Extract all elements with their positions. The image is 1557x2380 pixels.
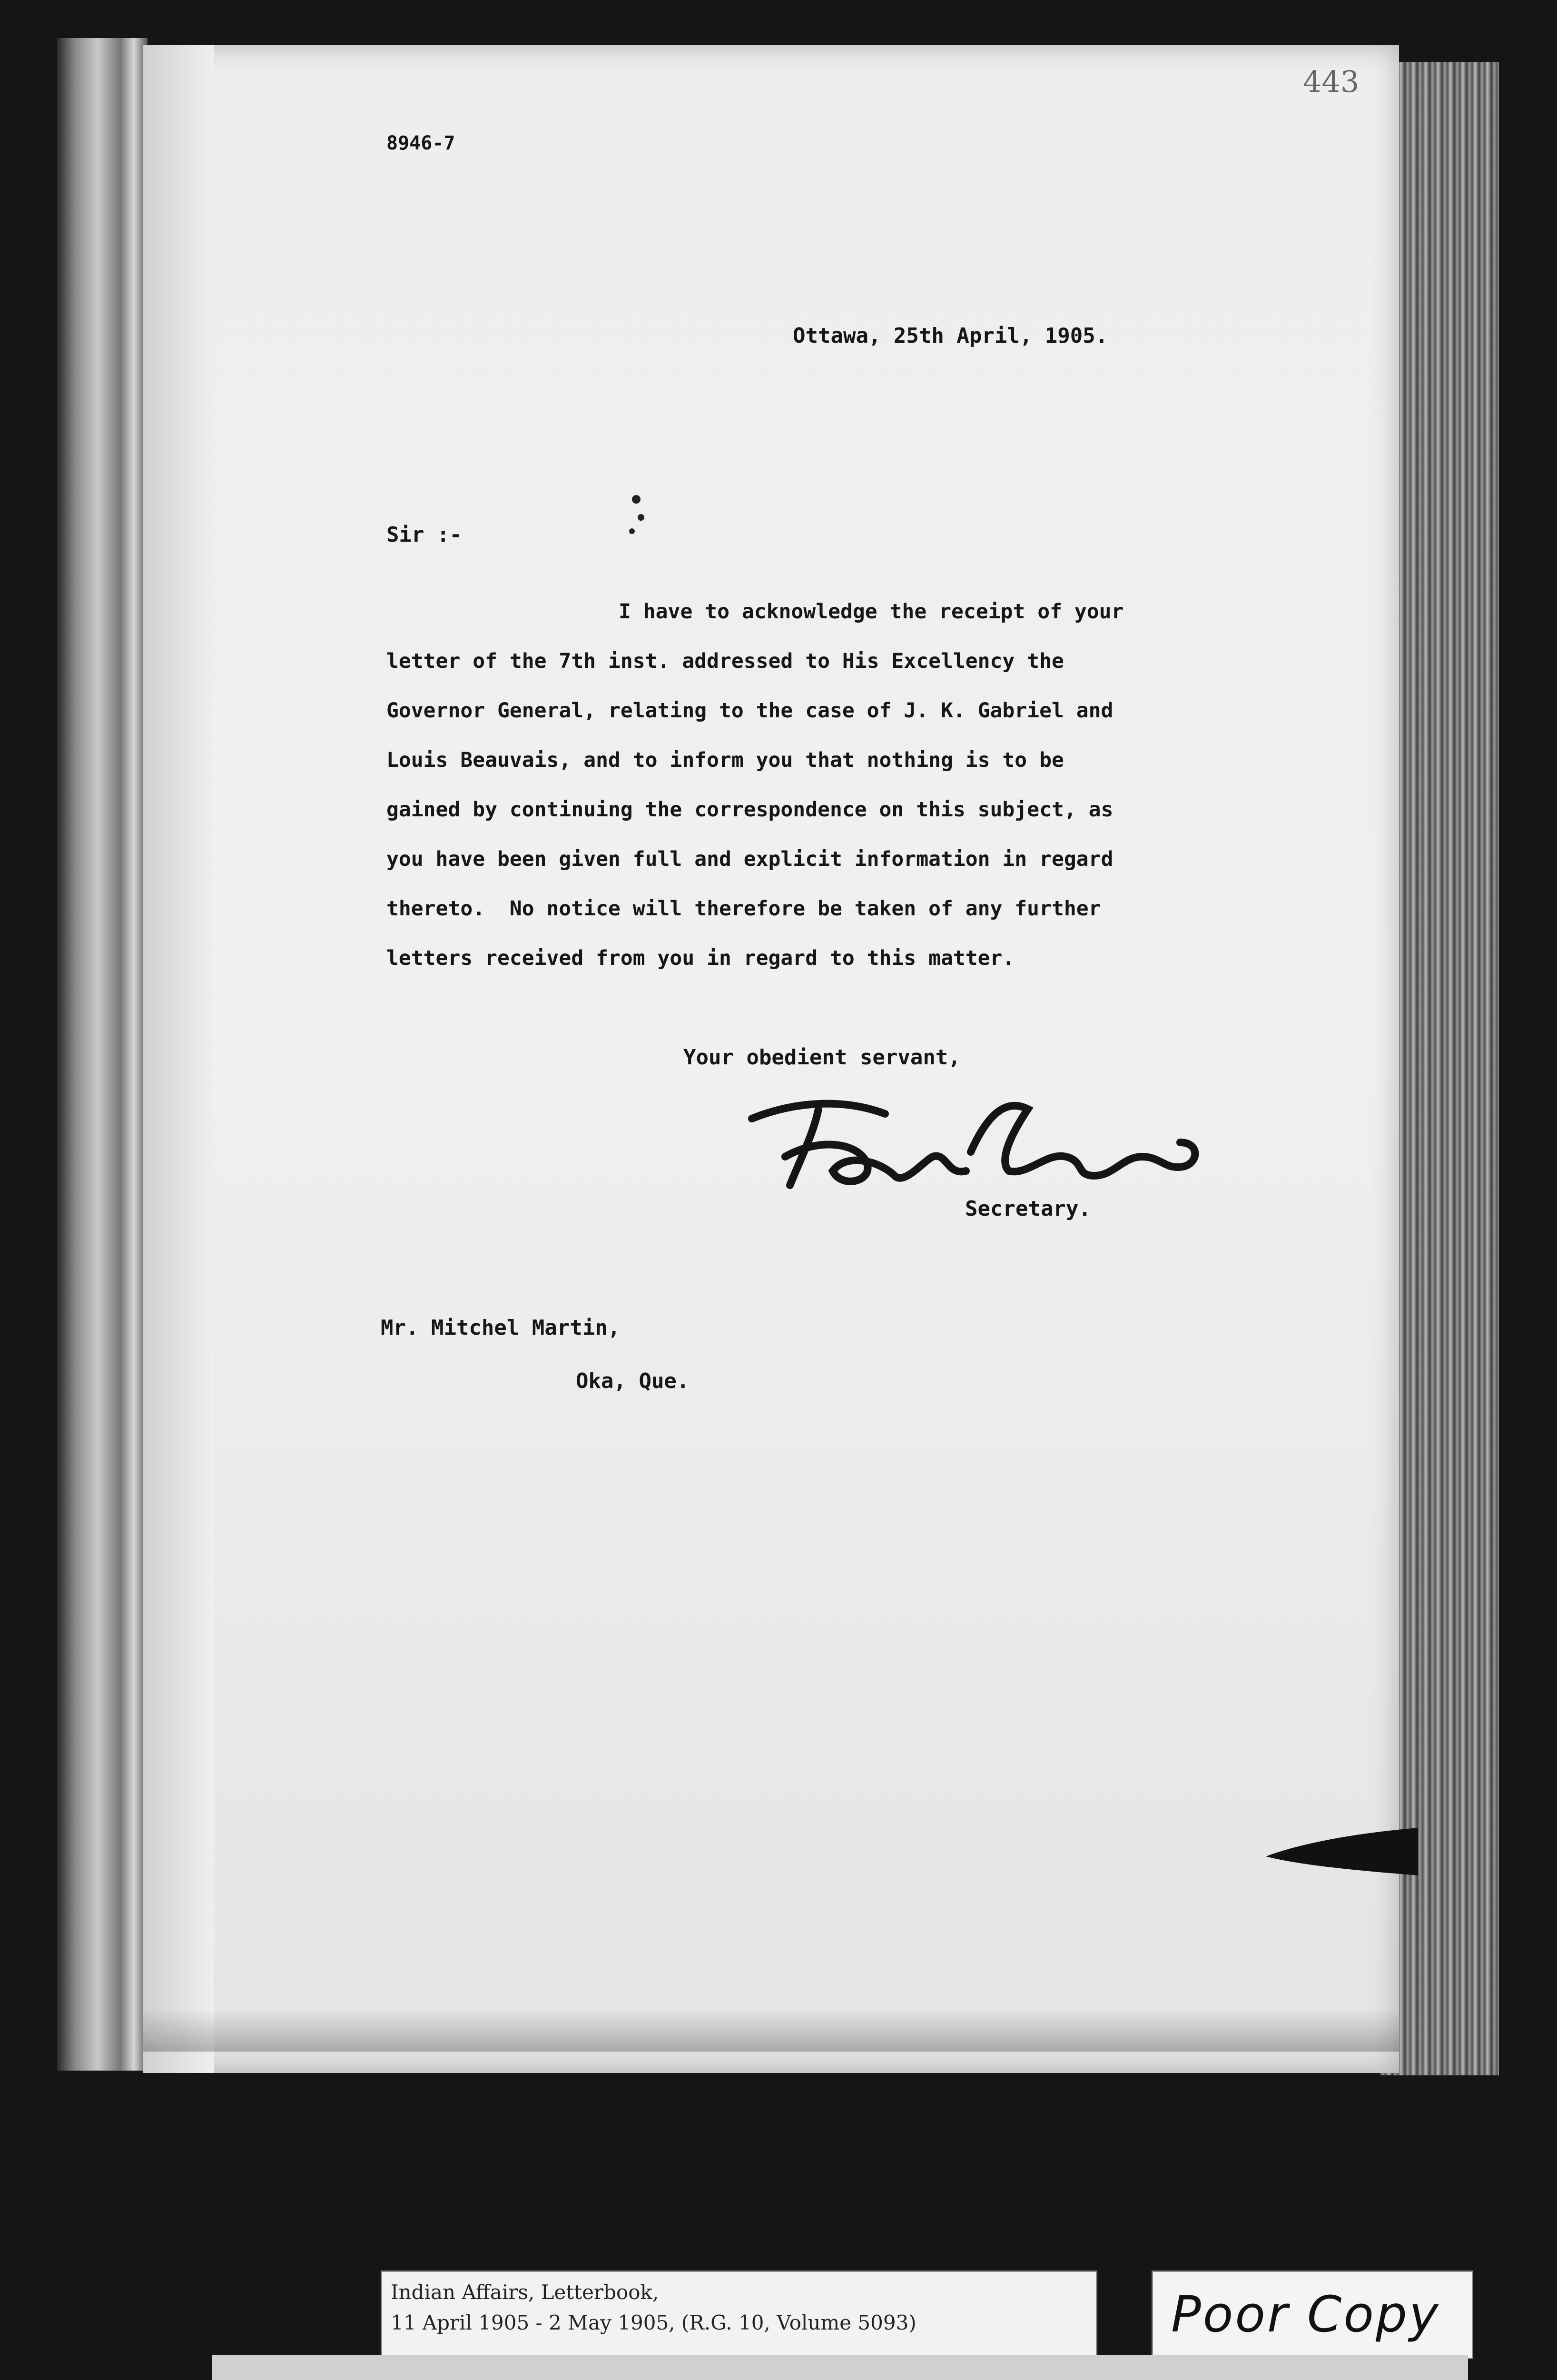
body-line: thereto. No notice will therefore be taken of any further	[386, 897, 1101, 921]
folio-number: 443	[1303, 64, 1360, 99]
poor-copy-text: Poor Copy	[1171, 2285, 1440, 2343]
ink-smudge	[629, 528, 635, 534]
body-line: letter of the 7th inst. addressed to His Excellency the	[386, 649, 1064, 673]
body-line: I have to acknowledge the receipt of your	[619, 600, 1124, 624]
file-reference: 8946-7	[386, 132, 455, 154]
addressee-place: Oka, Que.	[576, 1369, 690, 1393]
closing-line: Your obedient servant,	[683, 1045, 961, 1070]
body-line: gained by continuing the correspondence on this subject, as	[386, 798, 1114, 822]
signer-title: Secretary.	[965, 1197, 1091, 1221]
film-pointer	[1266, 1818, 1418, 1880]
ink-smudge	[638, 514, 644, 521]
citation-line-1: Indian Affairs, Letterbook,	[391, 2281, 659, 2304]
addressee-name: Mr. Mitchel Martin,	[381, 1316, 621, 1340]
body-line: Louis Beauvais, and to inform you that nothing is to be	[386, 748, 1064, 772]
body-line: letters received from you in regard to this matter.	[386, 946, 1015, 970]
ink-smudge	[632, 495, 641, 504]
citation-label	[381, 2271, 1097, 2357]
citation-line-2: 11 April 1905 - 2 May 1905, (R.G. 10, Volume 5093)	[391, 2311, 916, 2334]
book-binding-left	[57, 38, 148, 2071]
public-archives-stamp	[212, 2355, 1468, 2380]
body-line: you have been given full and explicit information in regard	[386, 847, 1114, 871]
poor-copy-label	[1152, 2271, 1473, 2359]
handwritten-signature	[742, 1081, 1209, 1204]
letter-date: Ottawa, 25th April, 1905.	[793, 324, 1108, 348]
body-line: Governor General, relating to the case of J. K. Gabriel and	[386, 699, 1114, 723]
page-bottom-shadow	[143, 2009, 1399, 2052]
page-gutter	[143, 45, 214, 2073]
salutation: Sir :-	[386, 523, 462, 547]
